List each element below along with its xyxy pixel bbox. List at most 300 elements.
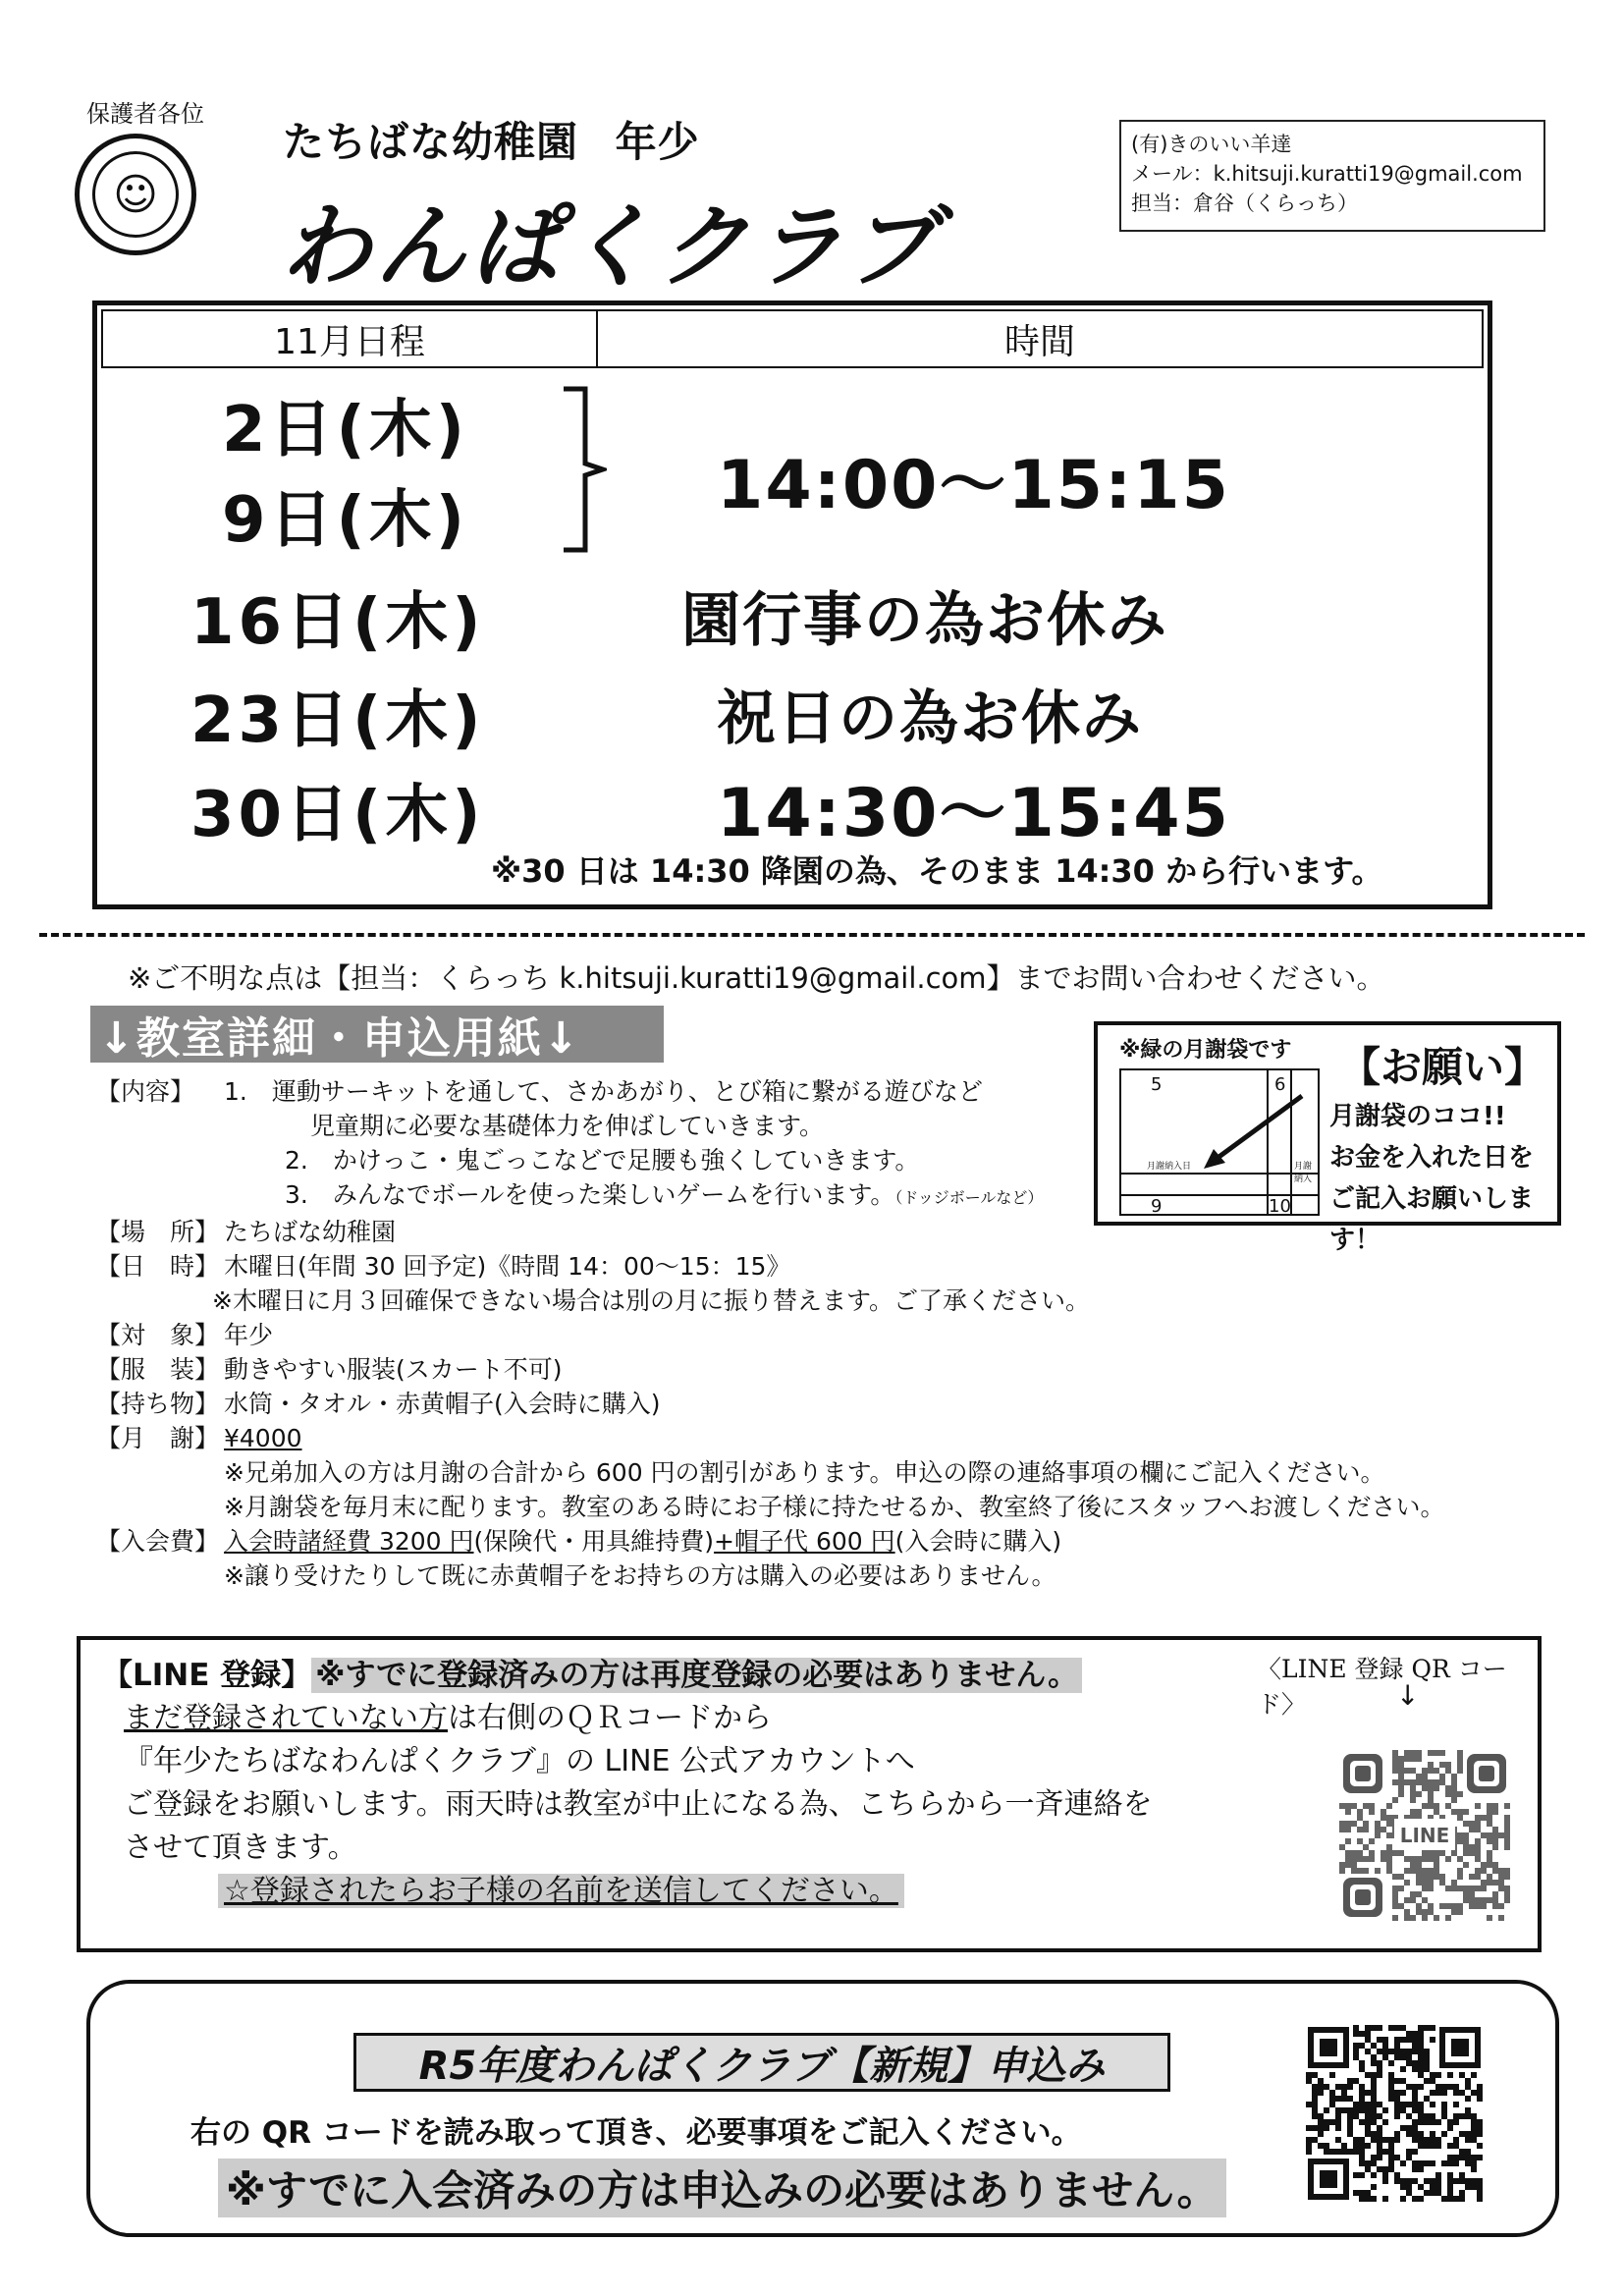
qr-module	[1347, 2113, 1353, 2119]
qr-module	[1359, 2107, 1365, 2113]
qr-module	[1394, 2178, 1400, 2184]
qr-module	[1406, 2084, 1412, 2090]
qr-module	[1306, 2149, 1312, 2155]
qr-module	[1418, 2160, 1424, 2166]
qr-module	[1481, 1862, 1487, 1868]
qr-module	[1371, 2025, 1377, 2031]
qr-module	[1306, 2072, 1312, 2078]
qr-module	[1394, 2043, 1400, 2049]
qr-module	[1469, 1874, 1475, 1880]
grade-label: 年少	[615, 118, 700, 166]
qr-module	[1418, 2196, 1424, 2202]
application-qr-code-icon[interactable]	[1306, 2025, 1483, 2202]
qr-module	[1377, 2060, 1382, 2066]
qr-module	[1353, 2137, 1359, 2143]
qr-module	[1398, 1779, 1404, 1785]
qr-module	[1394, 2113, 1400, 2119]
qr-module	[1404, 1756, 1410, 1762]
qr-module	[1400, 2184, 1406, 2190]
application-title: R5年度わんぱくクラブ【新規】申込み	[353, 2033, 1170, 2092]
qr-module	[1428, 1762, 1434, 1768]
qr-module	[1369, 1838, 1375, 1844]
header-time: 時間	[1003, 321, 1075, 362]
qr-module	[1457, 1791, 1463, 1797]
qr-module	[1357, 1838, 1363, 1844]
qr-module	[1412, 2178, 1418, 2184]
qr-module	[1441, 2160, 1447, 2166]
qr-module	[1400, 2178, 1406, 2184]
content-label: 【内容】	[96, 1077, 195, 1106]
qr-module	[1428, 1779, 1434, 1785]
qr-module	[1418, 2054, 1424, 2060]
qr-module	[1487, 1832, 1492, 1838]
qr-module	[1434, 1915, 1439, 1921]
qr-module	[1504, 1803, 1510, 1809]
cal-number-10: 10	[1269, 1196, 1291, 1217]
qr-module	[1339, 1827, 1345, 1832]
qr-module	[1345, 1838, 1351, 1844]
qr-module	[1386, 1821, 1392, 1827]
qr-module	[1339, 1821, 1345, 1827]
qr-module	[1475, 1874, 1481, 1880]
qr-module	[1341, 2149, 1347, 2155]
qr-module	[1430, 2184, 1435, 2190]
qr-module	[1312, 2084, 1318, 2090]
qr-module	[1439, 1903, 1445, 1909]
qr-module	[1447, 2196, 1453, 2202]
qr-module	[1400, 2102, 1406, 2107]
qr-module	[1375, 1827, 1380, 1832]
qr-module	[1386, 1868, 1392, 1874]
qr-module	[1457, 1909, 1463, 1915]
qr-module	[1457, 1756, 1463, 1762]
qr-module	[1469, 1897, 1475, 1903]
sheep-logo-icon	[75, 134, 196, 255]
qr-module	[1459, 2190, 1465, 2196]
qr-module	[1416, 1791, 1422, 1797]
qr-module	[1377, 2125, 1382, 2131]
qr-module	[1377, 2025, 1382, 2031]
qr-module	[1457, 1838, 1463, 1844]
qr-module	[1424, 2078, 1430, 2084]
qr-module	[1329, 2072, 1335, 2078]
qr-module	[1451, 1903, 1457, 1909]
qr-module	[1445, 1803, 1451, 1809]
qr-module	[1441, 2196, 1447, 2202]
qr-module	[1371, 2078, 1377, 2084]
cal-label: 月謝納入日	[1147, 1162, 1192, 1172]
qr-module	[1477, 2143, 1483, 2149]
qr-module	[1498, 1832, 1504, 1838]
qr-module	[1351, 1862, 1357, 1868]
qr-module	[1463, 1838, 1469, 1844]
qr-module	[1422, 1886, 1428, 1891]
qr-module	[1418, 2166, 1424, 2172]
entry-row	[96, 1524, 1589, 1558]
qr-module	[1439, 1750, 1445, 1756]
qr-module	[1487, 1856, 1492, 1862]
qr-module	[1365, 2190, 1371, 2196]
qr-module	[1359, 2090, 1365, 2096]
qr-module	[1377, 2149, 1382, 2155]
qr-module	[1418, 2107, 1424, 2113]
qr-module	[1430, 2037, 1435, 2043]
qr-module	[1471, 2155, 1477, 2160]
line-text-1-rest: は右側のＱＲコードから	[448, 1701, 772, 1735]
qr-module	[1371, 2113, 1377, 2119]
qr-module	[1457, 1868, 1463, 1874]
qr-module	[1329, 2096, 1335, 2102]
qr-label: 〈LINE 登録 QR コード〉	[1257, 1655, 1507, 1719]
qr-module	[1371, 2102, 1377, 2107]
qr-module	[1457, 1886, 1463, 1891]
qr-module	[1447, 2184, 1453, 2190]
qr-module	[1463, 1844, 1469, 1850]
qr-module	[1351, 1821, 1357, 1827]
qr-module	[1394, 2107, 1400, 2113]
qr-module	[1392, 1750, 1398, 1756]
qr-module	[1371, 2090, 1377, 2096]
qr-module	[1477, 2190, 1483, 2196]
cal-label-2: 月謝納入	[1294, 1162, 1313, 1184]
qr-module	[1459, 2090, 1465, 2096]
qr-module	[1471, 2131, 1477, 2137]
qr-module	[1471, 2072, 1477, 2078]
qr-module	[1400, 2049, 1406, 2054]
items-row	[96, 1387, 1589, 1421]
line-registration-box	[77, 1636, 1542, 1952]
qr-module	[1365, 2031, 1371, 2037]
qr-module	[1451, 1886, 1457, 1891]
qr-module	[1439, 1762, 1445, 1768]
qr-module	[1453, 2090, 1459, 2096]
qr-module	[1475, 1844, 1481, 1850]
qr-module	[1394, 2025, 1400, 2031]
qr-module	[1424, 2137, 1430, 2143]
clothes-value: 動きやすい服装(スカート不可)	[224, 1355, 563, 1384]
qr-module	[1400, 2054, 1406, 2060]
qr-module	[1380, 1827, 1386, 1832]
qr-module	[1459, 2072, 1465, 2078]
qr-module	[1359, 2060, 1365, 2066]
line-fav-row	[124, 1870, 1153, 1913]
qr-module	[1353, 2078, 1359, 2084]
qr-module	[1441, 2113, 1447, 2119]
entry-note: ※譲り受けたりして既に赤黄帽子をお持ちの方は購入の必要はありません。	[224, 1561, 1056, 1590]
qr-module	[1430, 2090, 1435, 2096]
place-label: 【場 所】	[96, 1218, 220, 1246]
qr-module	[1412, 2043, 1418, 2049]
qr-module	[1463, 1850, 1469, 1856]
qr-module	[1504, 1868, 1510, 1874]
qr-module	[1481, 1886, 1487, 1891]
qr-module	[1504, 1886, 1510, 1891]
qr-module	[1353, 2031, 1359, 2037]
qr-module	[1400, 2196, 1406, 2202]
qr-module	[1434, 1768, 1439, 1774]
qr-module	[1447, 2178, 1453, 2184]
time-label: 【日 時】	[96, 1252, 220, 1281]
qr-module	[1398, 1903, 1404, 1909]
schedule-date-5: 30日(木)	[190, 779, 485, 851]
qr-module	[1382, 2149, 1388, 2155]
cal-number-6: 6	[1274, 1074, 1286, 1095]
qr-module	[1380, 1856, 1386, 1862]
qr-module	[1416, 1874, 1422, 1880]
detail-banner: ↓教室詳細・申込用紙↓	[90, 1006, 664, 1063]
qr-module	[1477, 2184, 1483, 2190]
qr-module	[1475, 1838, 1481, 1844]
qr-module	[1341, 2143, 1347, 2149]
qr-module	[1377, 2143, 1382, 2149]
qr-module	[1377, 2066, 1382, 2072]
qr-module	[1447, 2125, 1453, 2131]
qr-module	[1453, 2113, 1459, 2119]
qr-module	[1345, 1856, 1351, 1862]
qr-module	[1388, 2137, 1394, 2143]
qr-module	[1363, 1856, 1369, 1862]
qr-module	[1477, 2178, 1483, 2184]
qr-module	[1428, 1903, 1434, 1909]
qr-module	[1365, 2072, 1371, 2078]
qr-module	[1363, 1803, 1369, 1809]
qr-module	[1430, 2137, 1435, 2143]
qr-module	[1410, 1897, 1416, 1903]
application-instruction: 右の QR コードを読み取って頂き、必要事項をご記入ください。	[190, 2115, 1082, 2151]
qr-module	[1434, 1874, 1439, 1880]
qr-module	[1359, 2043, 1365, 2049]
qr-module	[1412, 2096, 1418, 2102]
qr-module	[1422, 1768, 1428, 1774]
inquiry-text: ※ご不明な点は【担当：くらっち k.hitsuji.kuratti19@gmail.com】までお問い合わせください。	[128, 961, 1385, 995]
qr-module	[1312, 2113, 1318, 2119]
content-3: 3. みんなでボールを使った楽しいゲームを行います。	[285, 1180, 895, 1209]
qr-module	[1418, 2066, 1424, 2072]
qr-module	[1335, 2084, 1341, 2090]
fee-label: 【月 謝】	[96, 1424, 220, 1452]
qr-module	[1345, 1803, 1351, 1809]
qr-module	[1492, 1809, 1498, 1815]
qr-module	[1492, 1844, 1498, 1850]
qr-module	[1347, 2131, 1353, 2137]
qr-module	[1351, 1803, 1357, 1809]
qr-module	[1357, 1809, 1363, 1815]
qr-module	[1412, 2102, 1418, 2107]
qr-module	[1410, 1915, 1416, 1921]
school-name	[283, 110, 700, 169]
cut-line-divider	[39, 933, 1585, 937]
qr-module	[1430, 2119, 1435, 2125]
qr-module	[1434, 1750, 1439, 1756]
qr-module	[1410, 1856, 1416, 1862]
qr-module	[1335, 2113, 1341, 2119]
qr-module	[1434, 1856, 1439, 1862]
line-text	[124, 1697, 1153, 1913]
qr-module	[1463, 1891, 1469, 1897]
qr-module	[1416, 1891, 1422, 1897]
qr-module	[1400, 2037, 1406, 2043]
qr-module	[1406, 2125, 1412, 2131]
qr-module	[1504, 1897, 1510, 1903]
qr-module	[1347, 2119, 1353, 2125]
qr-module	[1447, 2155, 1453, 2160]
qr-module	[1382, 2137, 1388, 2143]
qr-module	[1371, 2184, 1377, 2190]
qr-module	[1465, 2131, 1471, 2137]
qr-module	[1418, 2137, 1424, 2143]
content-3-small: （ドッジボールなど）	[894, 1188, 1044, 1207]
qr-module	[1430, 2190, 1435, 2196]
qr-module	[1424, 2049, 1430, 2054]
qr-module	[1475, 1868, 1481, 1874]
to-parents: 保護者各位	[86, 100, 204, 128]
qr-module	[1416, 1809, 1422, 1815]
qr-module	[1451, 1791, 1457, 1797]
qr-module	[1445, 1886, 1451, 1891]
qr-module	[1359, 2149, 1365, 2155]
qr-module	[1410, 1750, 1416, 1756]
qr-module	[1312, 2107, 1318, 2113]
qr-module	[1339, 1844, 1345, 1850]
qr-module	[1447, 2172, 1453, 2178]
qr-module	[1386, 1832, 1392, 1838]
qr-module	[1392, 1756, 1398, 1762]
qr-module	[1329, 2119, 1335, 2125]
qr-module	[1487, 1803, 1492, 1809]
qr-module	[1363, 1821, 1369, 1827]
qr-module	[1463, 1886, 1469, 1891]
qr-module	[1363, 1844, 1369, 1850]
qr-module	[1465, 2078, 1471, 2084]
qr-module	[1459, 2155, 1465, 2160]
qr-module	[1416, 1756, 1422, 1762]
qr-module	[1412, 2037, 1418, 2043]
qr-module	[1324, 2149, 1329, 2155]
qr-module	[1386, 1862, 1392, 1868]
qr-module	[1375, 1821, 1380, 1827]
qr-module	[1453, 2102, 1459, 2107]
qr-module	[1365, 2166, 1371, 2172]
qr-module	[1428, 1803, 1434, 1809]
qr-module	[1341, 2090, 1347, 2096]
qr-module	[1459, 2196, 1465, 2202]
qr-module	[1369, 1850, 1375, 1856]
qr-module	[1434, 1850, 1439, 1856]
target-label: 【対 象】	[96, 1321, 220, 1349]
qr-module	[1335, 2107, 1341, 2113]
qr-module	[1335, 2119, 1341, 2125]
line-text-3: ご登録をお願いします。雨天時は教室が中止になる為、こちらから一斉連絡を	[124, 1787, 1153, 1822]
qr-module	[1394, 2096, 1400, 2102]
line-text-2: 『年少たちばなわんぱくクラブ』の LINE 公式アカウントへ	[124, 1744, 915, 1778]
qr-module	[1404, 1768, 1410, 1774]
qr-module	[1312, 2137, 1318, 2143]
qr-module	[1351, 1850, 1357, 1856]
qr-module	[1477, 2125, 1483, 2131]
qr-module	[1434, 1779, 1439, 1785]
qr-module	[1312, 2125, 1318, 2131]
qr-module	[1492, 1832, 1498, 1838]
qr-module	[1386, 1844, 1392, 1850]
qr-module	[1371, 2054, 1377, 2060]
qr-module	[1365, 2119, 1371, 2125]
qr-module	[1394, 2090, 1400, 2096]
qr-module	[1404, 1779, 1410, 1785]
qr-module	[1404, 1750, 1410, 1756]
qr-module	[1471, 2137, 1477, 2143]
qr-module	[1498, 1886, 1504, 1891]
qr-module	[1481, 1903, 1487, 1909]
qr-module	[1469, 1886, 1475, 1891]
line-qr-code-icon[interactable]	[1339, 1750, 1510, 1921]
qr-module	[1424, 2113, 1430, 2119]
qr-module	[1459, 2178, 1465, 2184]
qr-module	[1504, 1815, 1510, 1821]
qr-module	[1424, 2066, 1430, 2072]
qr-module	[1422, 1785, 1428, 1791]
qr-module	[1487, 1915, 1492, 1921]
qr-module	[1451, 1850, 1457, 1856]
qr-module	[1347, 2125, 1353, 2131]
qr-module	[1398, 1762, 1404, 1768]
qr-module	[1365, 2102, 1371, 2107]
qr-module	[1416, 1750, 1422, 1756]
qr-module	[1465, 2084, 1471, 2090]
qr-module	[1445, 1785, 1451, 1791]
schedule-header	[101, 309, 1484, 368]
qr-module	[1453, 2196, 1459, 2202]
qr-module	[1365, 2125, 1371, 2131]
qr-module	[1324, 2084, 1329, 2090]
qr-module	[1447, 2190, 1453, 2196]
qr-module	[1353, 2043, 1359, 2049]
qr-module	[1359, 2172, 1365, 2178]
qr-module	[1377, 2166, 1382, 2172]
qr-module	[1380, 1850, 1386, 1856]
qr-module	[1416, 1774, 1422, 1779]
qr-module	[1398, 1874, 1404, 1880]
qr-module	[1422, 1779, 1428, 1785]
qr-module	[1388, 2084, 1394, 2090]
qr-module	[1371, 2155, 1377, 2160]
qr-module	[1428, 1909, 1434, 1915]
qr-module	[1382, 2119, 1388, 2125]
schedule-time-4: 祝日の為お休み	[717, 684, 1143, 753]
qr-module	[1459, 2113, 1465, 2119]
qr-module	[1475, 1815, 1481, 1821]
qr-module	[1498, 1874, 1504, 1880]
qr-module	[1347, 2107, 1353, 2113]
qr-module	[1377, 2102, 1382, 2107]
contact-person: 担当：倉谷（くらっち）	[1131, 191, 1358, 215]
qr-module	[1418, 2037, 1424, 2043]
qr-module	[1377, 2072, 1382, 2078]
content-1: 1. 運動サーキットを通して、さかあがり、とび箱に繋がる遊びなど	[224, 1077, 983, 1106]
qr-module	[1371, 2096, 1377, 2102]
qr-module	[1400, 2066, 1406, 2072]
qr-module	[1318, 2143, 1324, 2149]
qr-module	[1451, 1797, 1457, 1803]
line-title-label: 【LINE 登録】	[102, 1658, 312, 1693]
qr-module	[1487, 1821, 1492, 1827]
qr-module	[1504, 1891, 1510, 1897]
qr-module	[1418, 2025, 1424, 2031]
qr-module	[1392, 1762, 1398, 1768]
qr-module	[1412, 2149, 1418, 2155]
schedule-date-2: 9日(木)	[222, 484, 469, 557]
qr-module	[1410, 1891, 1416, 1897]
qr-module	[1306, 2143, 1312, 2149]
